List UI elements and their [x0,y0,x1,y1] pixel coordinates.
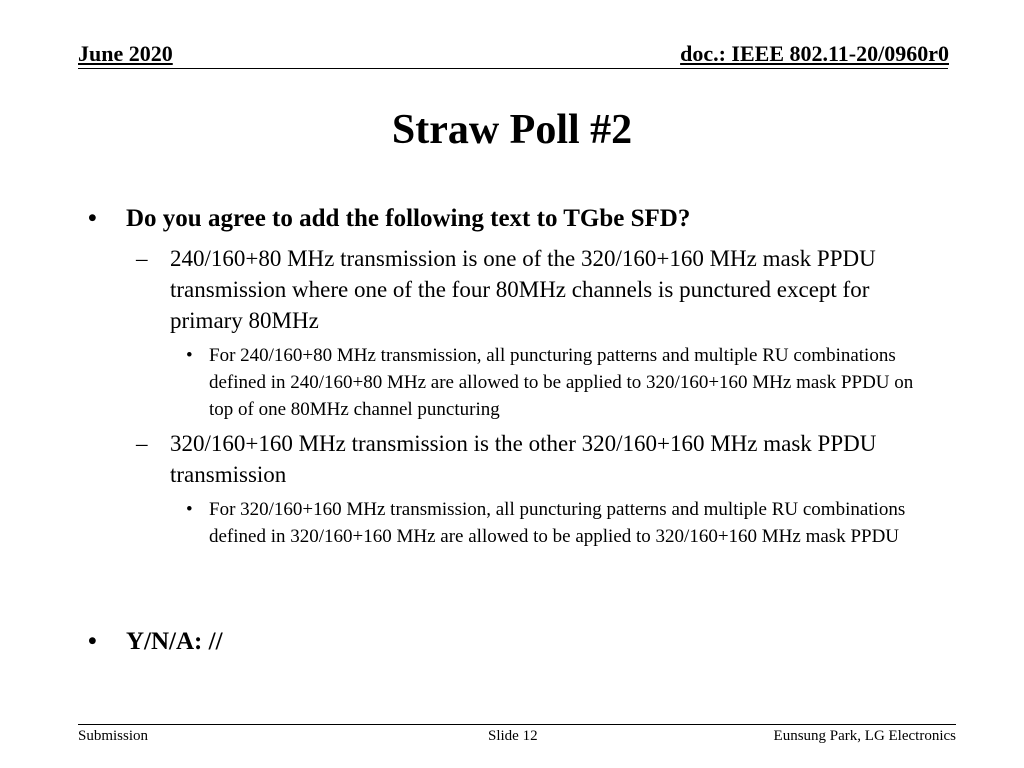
vote-text: Y/N/A: // [126,628,223,655]
bullet-dot: • [88,628,97,655]
header-date: June 2020 [78,41,173,66]
footer-author: Eunsung Park, LG Electronics [773,728,956,744]
bullet-question [88,204,691,234]
header-doc-id: doc.: IEEE 802.11-20/0960r0 [680,41,949,66]
bullet-vote [88,627,223,657]
detail-bullet: • [186,345,193,366]
sub-item-240-text: 240/160+80 MHz transmission is one of the 320/160+160 MHz mask PPDU transmission where one of the four 80MHz channels is punctured except for primary 80MHz [170,246,876,333]
detail-item-320-text: For 320/160+160 MHz transmission, all puncturing patterns and multiple RU combinations defined in 320/160+160 MHz are allowed to be applied to 320/160+160 MHz mask PPDU [209,499,906,547]
detail-item-240 [186,342,914,420]
detail-item-240-text: For 240/160+80 MHz transmission, all puncturing patterns and multiple RU combinations defined in 240/160+80 MHz are allowed to be applied to 320/160+160 MHz mask PPDU on top of one 80MHz channel puncturing [209,345,914,420]
sub-dash: – [136,246,148,271]
question-text: Do you agree to add the following text to TGbe SFD? [126,205,691,232]
slide-title: Straw Poll #2 [391,107,633,153]
detail-item-320 [186,496,906,547]
footer-slide-number: Slide 12 [488,728,538,744]
sub-dash: – [136,431,148,456]
footer-submission: Submission [78,728,149,744]
header-divider [78,68,948,69]
sub-item-320 [136,428,877,487]
bullet-dot: • [88,205,97,232]
detail-bullet: • [186,499,193,520]
footer-divider [78,724,956,725]
sub-item-240 [136,243,876,333]
sub-item-320-text: 320/160+160 MHz transmission is the other 320/160+160 MHz mask PPDU transmission [170,431,877,487]
